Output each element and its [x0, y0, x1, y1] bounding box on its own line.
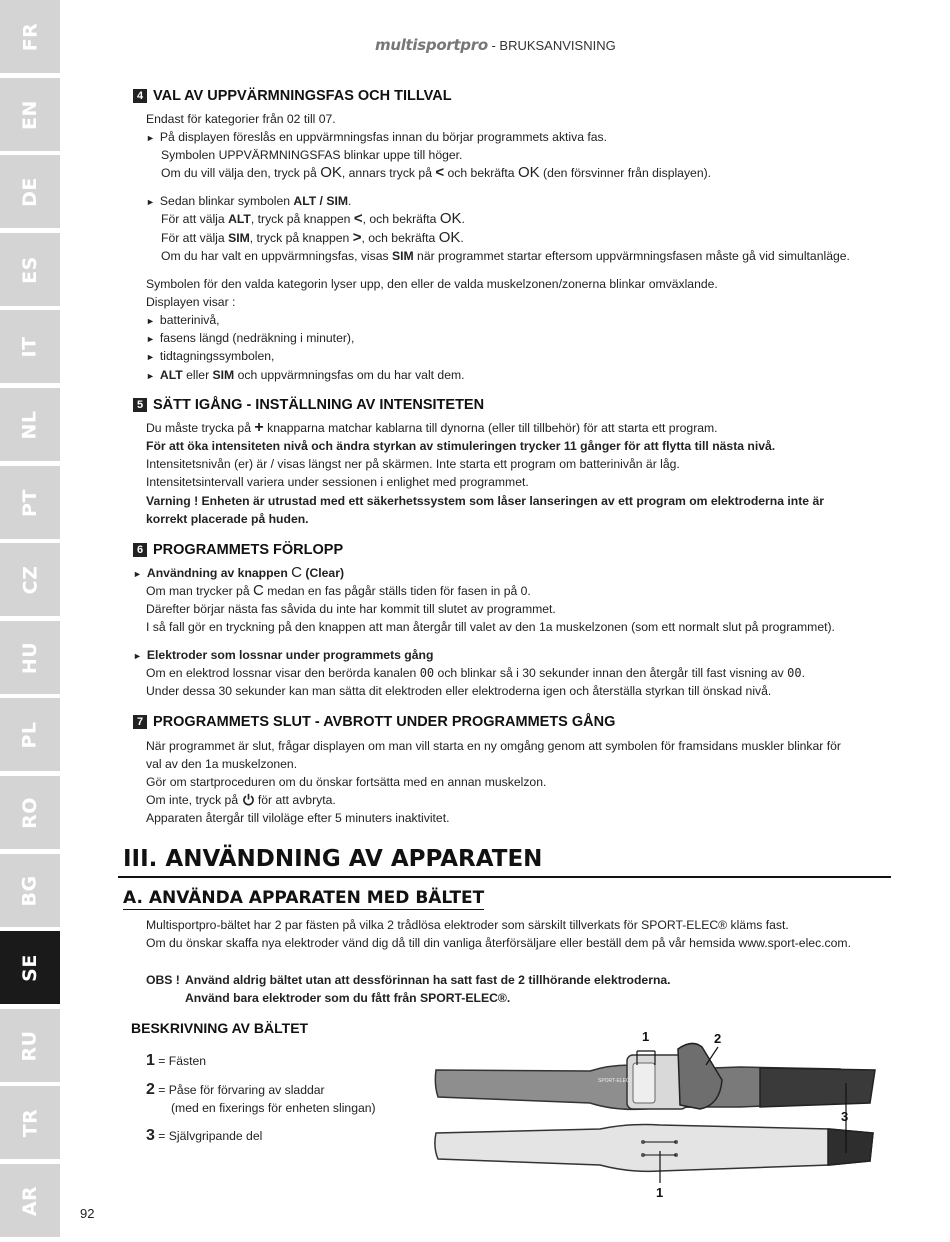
- legend-item: 3 = Självgripande del: [146, 1127, 263, 1144]
- language-tab-label: IT: [19, 335, 41, 358]
- obs-text: Använd aldrig bältet utan att dessförinnan ha satt fast de 2 tillhörande elektroderna.: [185, 973, 671, 987]
- language-tab-label: EN: [18, 99, 41, 130]
- section-4-heading: [133, 88, 452, 104]
- list-item: ► ALT eller SIM och uppvärmningsfas om du har valt dem.: [146, 368, 465, 382]
- legend-item-detail: (med en fixerings för enheten slingan): [171, 1101, 376, 1115]
- section-number: 4: [133, 89, 147, 103]
- paragraph: För att välja ALT, tryck på knappen <, och bekräfta OK.: [161, 210, 465, 227]
- divider: [118, 876, 891, 878]
- header-title: - BRUKSANVISNING: [487, 38, 616, 53]
- bullet-arrow-icon: ►: [146, 371, 155, 381]
- belt-illustration: [430, 1025, 885, 1205]
- paragraph: Om man trycker på C medan en fas pågår ställs tiden för fasen in på 0.: [146, 582, 531, 599]
- list-item: ► batterinivå,: [146, 313, 220, 327]
- language-tab-it[interactable]: [0, 310, 60, 383]
- warning-text: Varning ! Enheten är utrustad med ett säkerhetssystem som låser lanseringen av ett program om elektroderna inte är: [146, 494, 824, 508]
- section-title: PROGRAMMETS FÖRLOPP: [153, 542, 344, 558]
- language-tab-ar[interactable]: [0, 1164, 60, 1237]
- paragraph: Om du har valt en uppvärmningsfas, visas SIM när programmet startar eftersom uppvärmningsfasen måste gå vid simultanläge.: [161, 249, 850, 263]
- paragraph: I så fall gör en tryckning på den knappen att man återgår till valet av den 1a muskelzonen (som ett normalt slut på programmet).: [146, 620, 835, 634]
- plus-icon: +: [254, 419, 264, 436]
- language-tab-label: HU: [19, 641, 41, 674]
- paragraph: Om inte, tryck på för att avbryta.: [146, 791, 336, 811]
- paragraph: När programmet är slut, frågar displayen om man vill starta en ny omgång genom att symbolen för framsidans muskler blinkar för: [146, 739, 841, 753]
- paragraph: Därefter börjar nästa fas såvida du inte har kommit till slutet av programmet.: [146, 602, 556, 616]
- section-title: SÄTT IGÅNG - INSTÄLLNING AV INTENSITETEN: [153, 397, 485, 413]
- list-item: ► På displayen föreslås en uppvärmningsfas innan du börjar programmets aktiva fas.: [146, 130, 608, 144]
- language-tab-pl[interactable]: [0, 698, 60, 771]
- paragraph: Intensitetsintervall variera under sessionen i enlighet med programmet.: [146, 475, 529, 489]
- bullet-arrow-icon: ►: [146, 316, 155, 326]
- language-tab-label: RU: [19, 1029, 41, 1062]
- attachment-clips: [633, 1063, 655, 1103]
- belt-logo: SPORT-ELEC: [598, 1078, 630, 1084]
- paragraph: val av den 1a muskelzonen.: [146, 757, 298, 771]
- language-tab-pt[interactable]: [0, 466, 60, 539]
- section-5-heading: [133, 397, 484, 413]
- language-tab-de[interactable]: [0, 155, 60, 228]
- callout-2: 2: [714, 1031, 722, 1046]
- section-number: 6: [133, 543, 147, 557]
- language-tab-label: RO: [18, 796, 41, 829]
- bullet-arrow-icon: ►: [146, 352, 155, 362]
- paragraph: Gör om startproceduren om du önskar fortsätta med en annan muskelzon.: [146, 775, 547, 789]
- cable-pouch: [678, 1043, 722, 1109]
- paragraph: För att välja SIM, tryck på knappen >, och bekräfta OK.: [161, 229, 464, 246]
- paragraph: Symbolen för den valda kategorin lyser upp, den eller de valda muskelzonen/zonerna blinkar omväxlande.: [146, 277, 718, 291]
- belt-inner-strap: [435, 1125, 873, 1172]
- paragraph: Symbolen UPPVÄRMNINGSFAS blinkar uppe till höger.: [161, 148, 463, 162]
- section-title: PROGRAMMETS SLUT - AVBROTT UNDER PROGRAMMETS GÅNG: [153, 714, 616, 730]
- legend-item: 1 = Fästen: [146, 1052, 207, 1069]
- language-tab-label: PL: [18, 720, 41, 749]
- subheading: ► Användning av knappen C (Clear): [133, 564, 345, 581]
- language-tab-label: PT: [18, 488, 41, 517]
- bullet-arrow-icon: ►: [133, 651, 142, 661]
- language-tab-se[interactable]: [0, 931, 60, 1004]
- belt-heading: BESKRIVNING AV BÄLTET: [131, 1020, 309, 1036]
- language-tab-ro[interactable]: [0, 776, 60, 849]
- obs-label: OBS !: [146, 973, 180, 987]
- list-item: ► Sedan blinkar symbolen ALT / SIM.: [146, 194, 352, 208]
- language-tab-cz[interactable]: [0, 543, 60, 616]
- section-title: VAL AV UPPVÄRMNINGSFAS OCH TILLVAL: [153, 88, 452, 104]
- language-tab-nl[interactable]: [0, 388, 60, 461]
- language-tab-ru[interactable]: [0, 1009, 60, 1082]
- velcro-area: [760, 1068, 875, 1107]
- warning-text: korrekt placerade på huden.: [146, 512, 309, 526]
- language-tab-label: SE: [18, 953, 41, 982]
- paragraph: Om du vill välja den, tryck på OK, annars tryck på < och bekräfta OK (den försvinner från displayen).: [161, 164, 712, 181]
- paragraph: Apparaten återgår till viloläge efter 5 minuters inaktivitet.: [146, 811, 450, 825]
- paragraph: Multisportpro-bältet har 2 par fästen på vilka 2 trådlösa elektroder som särskilt tillverkats för SPORT-ELEC® kläms fast.: [146, 918, 789, 932]
- language-tab-es[interactable]: [0, 233, 60, 306]
- language-tab-tr[interactable]: [0, 1086, 60, 1159]
- paragraph: Om du önskar skaffa nya elektroder vänd dig då till din vanliga återförsäljare eller beställ dem på vår hemsida www.sport-elec.com.: [146, 936, 851, 950]
- section-number: 5: [133, 398, 147, 412]
- bullet-arrow-icon: ►: [146, 197, 155, 207]
- bullet-arrow-icon: ►: [146, 133, 155, 143]
- language-tab-label: CZ: [18, 565, 41, 594]
- paragraph: Om en elektrod lossnar visar den berörda kanalen 00 och blinkar så i 30 sekunder innan den återgår till fast visning av 00.: [146, 666, 805, 680]
- callout-1: 1: [642, 1029, 650, 1044]
- language-tab-label: FR: [18, 22, 41, 51]
- list-item: ► fasens längd (nedräkning i minuter),: [146, 331, 355, 345]
- lcd-digits: 00: [787, 666, 802, 680]
- callout-1-bottom: 1: [656, 1185, 664, 1200]
- page-number: 92: [80, 1206, 95, 1221]
- language-tab-label: BG: [18, 874, 41, 907]
- section-number: 7: [133, 715, 147, 729]
- chapter-title: III. ANVÄNDNING AV APPARATEN: [123, 846, 543, 872]
- velcro-area-inner: [828, 1129, 873, 1165]
- paragraph: Endast för kategorier från 02 till 07.: [146, 112, 336, 126]
- language-tab-bg[interactable]: [0, 854, 60, 927]
- language-tab-label: AR: [19, 1185, 41, 1216]
- paragraph: Displayen visar :: [146, 295, 236, 309]
- language-tab-label: DE: [18, 176, 41, 207]
- bullet-arrow-icon: ►: [146, 334, 155, 344]
- paragraph: För att öka intensiteten nivå och ändra styrkan av stimuleringen trycker 11 gånger för att flytta till nästa nivå.: [146, 439, 776, 453]
- callout-3: 3: [841, 1109, 849, 1124]
- section-7-heading: [133, 714, 615, 730]
- language-tab-label: TR: [19, 1108, 41, 1137]
- bullet-arrow-icon: ►: [133, 569, 142, 579]
- list-item: ► tidtagningssymbolen,: [146, 349, 275, 363]
- language-tab-fr[interactable]: [0, 0, 60, 73]
- language-sidebar: [0, 0, 60, 1242]
- lcd-digits: 00: [419, 666, 435, 680]
- page-header: [375, 36, 616, 54]
- obs-text: Använd bara elektroder som du fått från SPORT-ELEC®.: [185, 991, 511, 1005]
- brand-logo: multisportpro: [375, 36, 488, 54]
- paragraph: Under dessa 30 sekunder kan man sätta dit elektroden eller elektroderna igen och återställa styrkan till önskad nivå.: [146, 684, 772, 698]
- language-tab-en[interactable]: [0, 78, 60, 151]
- section-6-heading: [133, 542, 343, 558]
- language-tab-hu[interactable]: [0, 621, 60, 694]
- paragraph: Intensitetsnivån (er) är / visas längst ner på skärmen. Inte starta ett program om batterinivån är låg.: [146, 457, 680, 471]
- language-tab-label: ES: [18, 255, 41, 284]
- subheading: ► Elektroder som lossnar under programmets gång: [133, 648, 434, 662]
- legend-item: 2 = Påse för förvaring av sladdar: [146, 1081, 325, 1098]
- language-tab-label: NL: [18, 409, 41, 440]
- paragraph: Du måste trycka på + knapparna matchar kablarna till dynorna (eller till tillbehör) för att starta ett program.: [146, 419, 718, 436]
- section-a-title: A. ANVÄNDA APPARATEN MED BÄLTET: [123, 888, 485, 908]
